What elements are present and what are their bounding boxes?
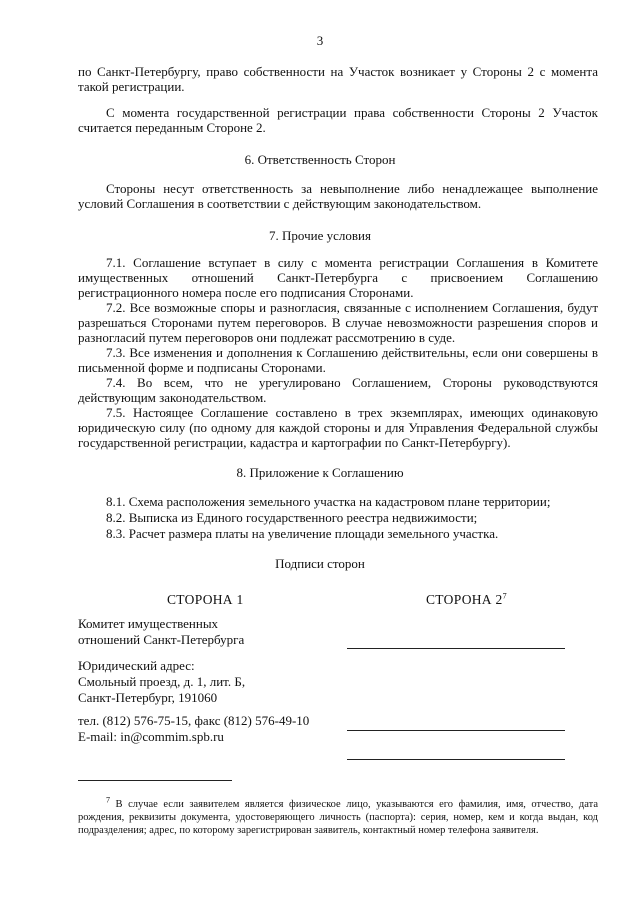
section-6-paragraph: Стороны несут ответственность за невыполнение либо ненадлежащее выполнение условий Соглашения в соответствии с действующим законодательством. xyxy=(78,181,598,211)
intro-text-1: по Санкт-Петербургу, право собственности на Участок возникает у Стороны 2 с момента такой регистрации. xyxy=(78,64,598,94)
section-7-title: 7. Прочие условия xyxy=(269,228,371,243)
org-line-2: отношений Санкт-Петербурга xyxy=(78,632,245,647)
phone-fax: тел. (812) 576-75-15, факс (812) 576-49-10 xyxy=(78,713,310,728)
footnote-separator xyxy=(78,780,232,781)
appendix-item-8-1: 8.1. Схема расположения земельного участка на кадастровом плане территории; xyxy=(106,494,551,509)
page-number: 3 xyxy=(316,33,324,48)
appendix-item-8-3: 8.3. Расчет размера платы на увеличение площади земельного участка. xyxy=(106,526,499,541)
party-2-text: СТОРОНА 2 xyxy=(426,592,503,607)
party-1-label: СТОРОНА 1 xyxy=(167,592,244,607)
intro-text-2: С момента государственной регистрации права собственности Стороны 2 Участок считается переданным Стороне 2. xyxy=(78,105,598,135)
contacts xyxy=(78,713,309,745)
appendix-list xyxy=(106,494,606,542)
party-2-label xyxy=(426,592,507,608)
signature-line-1 xyxy=(347,648,565,649)
clause-7-5: 7.5. Настоящее Соглашение составлено в трех экземплярах, имеющих одинаковую юридическую силу (по одному для каждой стороны и для Управления Федеральной службы государственной регистрации, кадастра и картографии по Санкт-Петербургу). xyxy=(78,405,598,450)
address-label: Юридический адрес: xyxy=(78,658,195,673)
intro-paragraph-1 xyxy=(78,64,598,94)
section-7-body xyxy=(78,255,598,450)
clause-7-2: 7.2. Все возможные споры и разногласия, связанные с исполнением Соглашения, будут разрешаться Сторонами путем переговоров. В случае невозможности разрешения споров и разногласий путем переговоров они подлежат рассмотрению в суде. xyxy=(78,300,598,345)
signatures-title: Подписи сторон xyxy=(275,556,365,571)
org-line-1: Комитет имущественных xyxy=(78,616,219,631)
clause-7-4: 7.4. Во всем, что не урегулировано Соглашением, Стороны руководствуются действующим законодательством. xyxy=(78,375,598,405)
signature-line-2 xyxy=(347,730,565,731)
clause-7-1: 7.1. Соглашение вступает в силу с момента регистрации Соглашения в Комитете имущественных отношений Санкт-Петербурга с присвоением Соглашению регистрационного номера после его подписания Сторонами. xyxy=(78,255,598,300)
address-line-2: Санкт-Петербург, 191060 xyxy=(78,690,218,705)
signature-line-3 xyxy=(347,759,565,760)
appendix-item-8-2: 8.2. Выписка из Единого государственного реестра недвижимости; xyxy=(106,510,478,525)
email: E-mail: in@commim.spb.ru xyxy=(78,729,224,744)
address-line-1: Смольный проезд, д. 1, лит. Б, xyxy=(78,674,246,689)
organization-name xyxy=(78,616,244,648)
section-6-text xyxy=(78,181,598,211)
section-6-title: 6. Ответственность Сторон xyxy=(244,152,396,167)
intro-paragraph-2 xyxy=(78,105,598,135)
footnote-marker: 7 xyxy=(106,795,110,805)
clause-7-3: 7.3. Все изменения и дополнения к Соглашению действительны, если они совершены в письменной форме и подписаны Сторонами. xyxy=(78,345,598,375)
footnote-ref: 7 xyxy=(502,591,507,601)
section-8-title: 8. Приложение к Соглашению xyxy=(236,465,404,480)
footnote xyxy=(78,795,598,837)
legal-address xyxy=(78,658,245,706)
footnote-text: В случае если заявителем является физическое лицо, указываются его фамилия, имя, отчество, дата рождения, реквизиты документа, удостоверяющего личность (паспорта): серия, номер, кем и когда выдан, код подразделения; адрес, по которому зарегистрирован заявитель, контактный номер телефона заявителя. xyxy=(78,799,598,836)
